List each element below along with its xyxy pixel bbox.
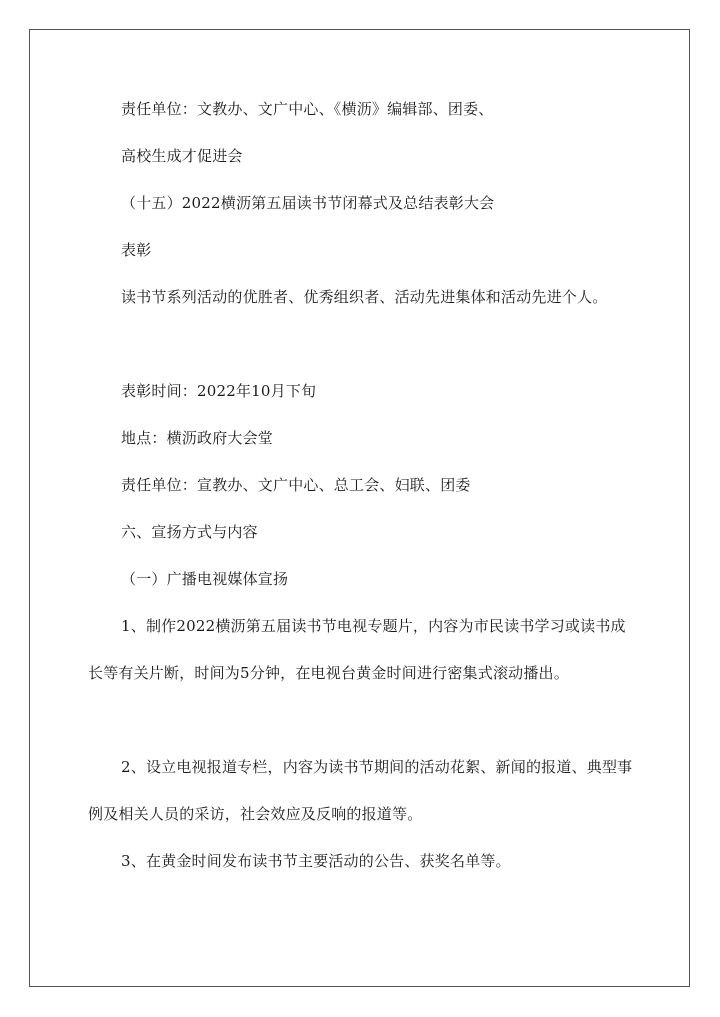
venue-line: 地点：横沥政府大会堂 — [121, 429, 274, 447]
item-1-paragraph: 1、制作2022横沥第五届读书节电视专题片，内容为市民读书学习或读书成长等有关片断，时间为5分钟，在电视台黄金时间进行密集式滚动播出。 — [88, 617, 626, 682]
section-6-heading: 六、宣扬方式与内容 — [121, 523, 258, 541]
item-2-paragraph: 2、设立电视报道专栏，内容为读书节期间的活动花絮、新闻的报道、典型事例及相关人员的采访，社会效应及反响的报道等。 — [88, 758, 633, 823]
commendation-description: 读书节系列活动的优胜者、优秀组织者、活动先进集体和活动先进个人。 — [121, 288, 608, 306]
responsible-units-continuation: 高校生成才促进会 — [121, 147, 243, 165]
responsible-units-line: 责任单位：文教办、文广中心、《横沥》编辑部、团委、 — [121, 100, 494, 118]
responsible-units-line-2: 责任单位：宣教办、文广中心、总工会、妇联、团委 — [121, 476, 471, 494]
commendation-label: 表彰 — [121, 241, 152, 259]
section-15-heading: （十五）2022横沥第五届读书节闭幕式及总结表彰大会 — [121, 194, 495, 212]
commendation-time: 表彰时间：2022年10月下旬 — [121, 382, 317, 400]
item-3-paragraph: 3、在黄金时间发布读书节主要活动的公告、获奖名单等。 — [121, 852, 511, 870]
subsection-1-heading: （一）广播电视媒体宣扬 — [121, 570, 289, 588]
